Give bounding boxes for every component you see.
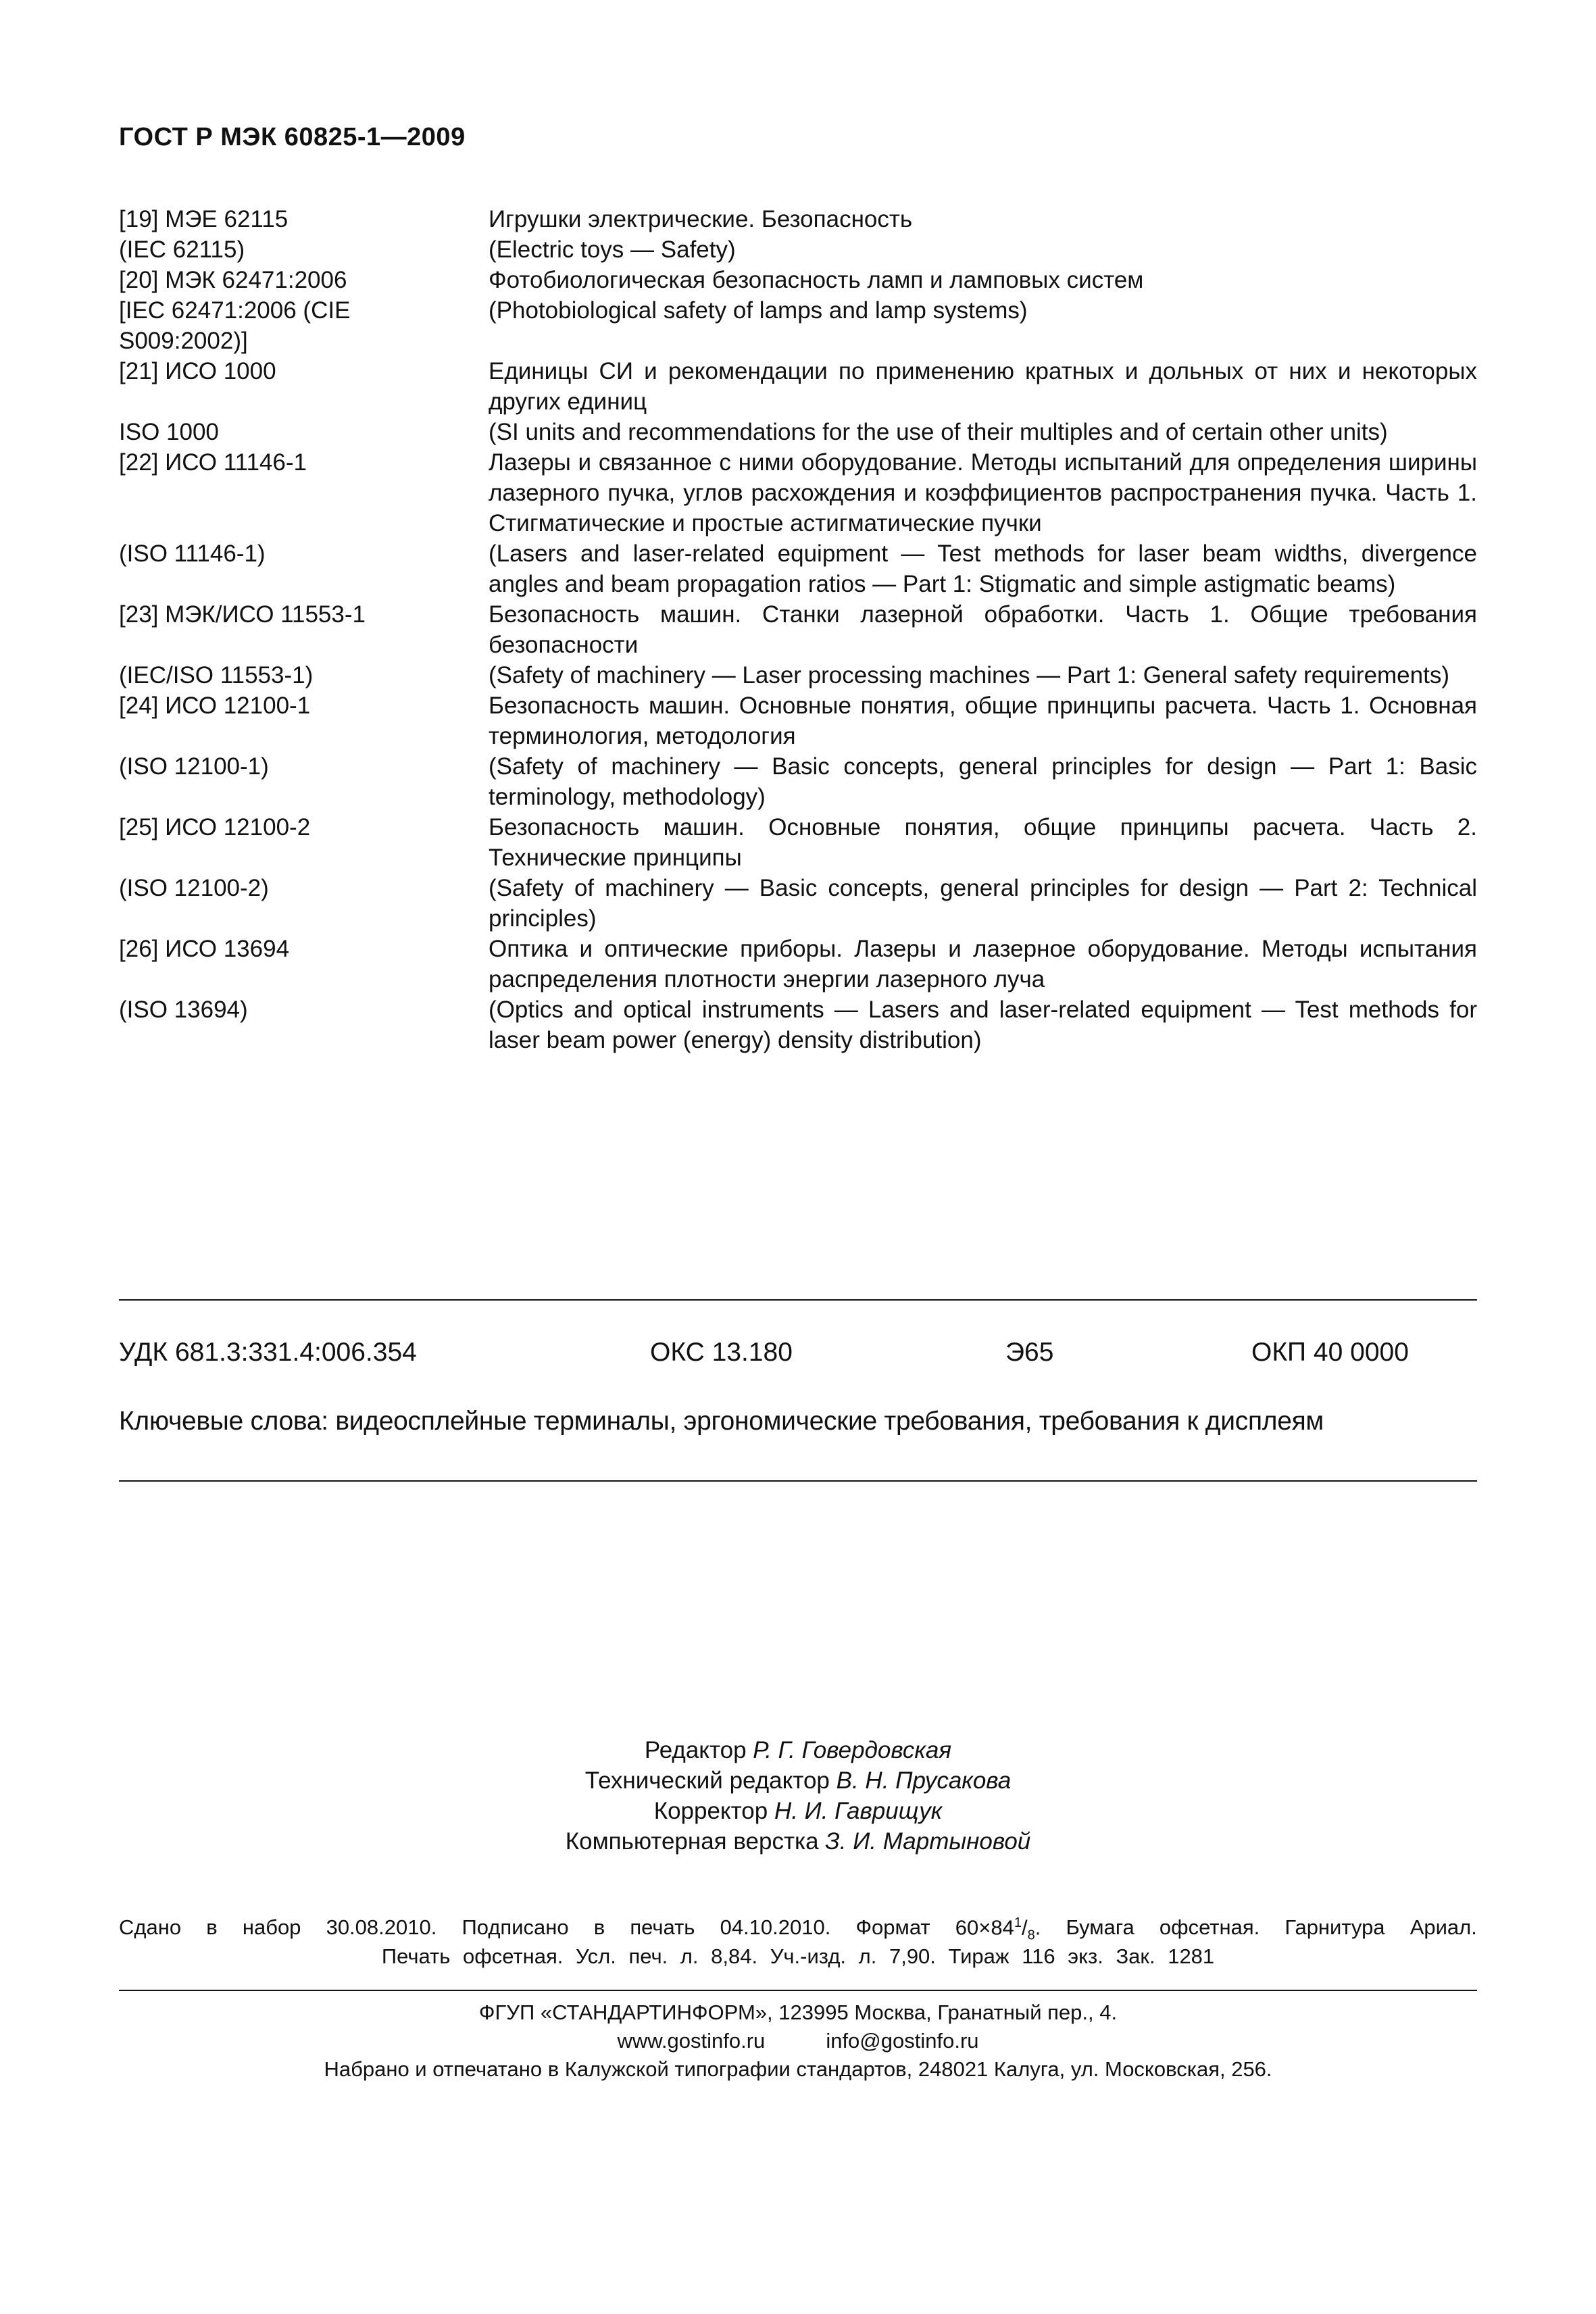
bibliography-ref: (ISO 11146-1) <box>119 540 266 567</box>
okp-code: ОКП 40 0000 <box>1251 1338 1409 1367</box>
print-info-word: Формат <box>855 1915 930 1939</box>
format-sub: 8 <box>1027 1928 1035 1943</box>
format-suffix: . <box>1034 1915 1041 1940</box>
e-code: Э65 <box>1005 1338 1054 1367</box>
bibliography-title: (Safety of machinery — Basic concepts, general principles for design — Part 1: Basic terminology, methodology) <box>489 753 1477 810</box>
bibliography-entry <box>119 417 1477 447</box>
bibliography-entry <box>119 934 1477 995</box>
print-info-word: в <box>593 1915 605 1939</box>
top-divider <box>119 1299 1477 1301</box>
publisher-email[interactable]: info@gostinfo.ru <box>826 2029 979 2053</box>
publisher-divider <box>119 1990 1477 1991</box>
bibliography-ref: (IEC 62115) <box>119 236 245 263</box>
keywords-divider <box>119 1480 1477 1482</box>
bibliography-ref: [24] ИСО 12100-1 <box>119 693 311 719</box>
tech-editor-label: Технический редактор <box>584 1767 830 1794</box>
proofreader-label: Корректор <box>653 1798 768 1824</box>
proofreader-line <box>0 1796 1596 1826</box>
layout-label: Компьютерная верстка <box>565 1828 819 1855</box>
print-info-word: набор <box>242 1915 301 1939</box>
proofreader-name: Н. И. Гаврищук <box>774 1798 943 1824</box>
layout-name: З. И. Мартыновой <box>825 1828 1031 1855</box>
format-value: $60\times 84^1/_8$. <box>955 1915 1041 1943</box>
bibliography-entry <box>119 599 1477 660</box>
editor-label: Редактор <box>644 1737 747 1763</box>
bibliography-entry <box>119 447 1477 538</box>
bibliography-title: (Lasers and laser-related equipment — Test methods for laser beam widths, divergence angles and beam propagation ratios — Part 1: Stigmatic and simple astigmatic beams) <box>489 540 1477 597</box>
bibliography-title: (Electric toys — Safety) <box>489 236 736 263</box>
bibliography-entry <box>119 873 1477 934</box>
publisher-website[interactable]: www.gostinfo.ru <box>617 2029 766 2053</box>
bibliography-ref: [19] МЭЕ 62115 <box>119 206 289 232</box>
bibliography-title: Фотобиологическая безопасность ламп и ламповых систем <box>489 267 1144 293</box>
bibliography-title: (Photobiological safety of lamps and lamp systems) <box>489 297 1028 324</box>
print-info-line1 <box>119 1915 1477 1944</box>
publisher-block <box>0 1998 1596 2084</box>
keywords: Ключевые слова: видеосплейные терминалы, эргономические требования, требования к дисплеям <box>119 1407 1324 1436</box>
bibliography-ref: (IEC/ISO 11553-1) <box>119 662 314 688</box>
bibliography-entry <box>119 204 1477 234</box>
bibliography-ref: [IEC 62471:2006 (CIE S009:2002)] <box>119 297 351 354</box>
print-info-word: Гарнитура <box>1285 1915 1385 1939</box>
print-info-word: Бумага <box>1066 1915 1134 1939</box>
format-sup: 1 <box>1014 1915 1022 1930</box>
bibliography-ref: [26] ИСО 13694 <box>119 936 290 962</box>
udk-code: УДК 681.3:331.4:006.354 <box>119 1338 417 1367</box>
bibliography-entry <box>119 234 1477 265</box>
bibliography-entry <box>119 265 1477 295</box>
bibliography-entry <box>119 538 1477 599</box>
bibliography-ref: [21] ИСО 1000 <box>119 358 276 384</box>
print-info-word: в <box>206 1915 218 1939</box>
layout-line <box>0 1826 1596 1857</box>
bibliography-ref: [23] МЭК/ИСО 11553-1 <box>119 601 366 628</box>
document-header: ГОСТ Р МЭК 60825-1—2009 <box>119 123 466 151</box>
bibliography-title: Оптика и оптические приборы. Лазеры и лазерное оборудование. Методы испытания распределения плотности энергии лазерного луча <box>489 936 1477 992</box>
print-info-word: 30.08.2010. <box>326 1915 437 1939</box>
bibliography-entry <box>119 812 1477 873</box>
bibliography-entry <box>119 995 1477 1055</box>
bibliography-ref: [20] МЭК 62471:2006 <box>119 267 347 293</box>
bibliography-ref: ISO 1000 <box>119 419 219 445</box>
bibliography-title: (Safety of machinery — Laser processing machines — Part 1: General safety requirements) <box>489 662 1449 688</box>
bibliography-title: Лазеры и связанное с ними оборудование. Методы испытаний для определения ширины лазерного пучка, углов расхождения и коэффициентов распространения пучка. Часть 1. Стигматические и простые астигматические пучки <box>489 449 1477 536</box>
print-info-word: 60×84 <box>955 1915 1014 1940</box>
bibliography-entry <box>119 660 1477 690</box>
bibliography-entry <box>119 295 1477 356</box>
print-info-line2: Печать офсетная. Усл. печ. л. 8,84. Уч.-изд. л. 7,90. Тираж 116 экз. Зак. 1281 <box>381 1944 1215 1968</box>
editor-line <box>0 1735 1596 1765</box>
print-info-word: Сдано <box>119 1915 182 1939</box>
credits-block <box>0 1735 1596 1857</box>
print-info-word: Подписано <box>462 1915 569 1939</box>
bibliography-entry <box>119 751 1477 812</box>
bibliography-ref: (ISO 13694) <box>119 997 248 1023</box>
print-info-word: 04.10.2010. <box>720 1915 831 1939</box>
bibliography-list <box>119 204 1477 1055</box>
tech-editor-line <box>0 1765 1596 1796</box>
publisher-contacts <box>0 2027 1596 2055</box>
bibliography-title: Безопасность машин. Станки лазерной обработки. Часть 1. Общие требования безопасности <box>489 601 1477 658</box>
bibliography-title: Единицы СИ и рекомендации по применению кратных и дольных от них и некоторых других единиц <box>489 358 1477 415</box>
editor-name: Р. Г. Говердовская <box>753 1737 952 1763</box>
bibliography-ref: [25] ИСО 12100-2 <box>119 814 311 840</box>
printer-info: Набрано и отпечатано в Калужской типографии стандартов, 248021 Калуга, ул. Московская, 256. <box>324 2057 1272 2081</box>
print-info-word: офсетная. <box>1159 1915 1260 1939</box>
bibliography-title: (Safety of machinery — Basic concepts, general principles for design — Part 2: Technical principles) <box>489 875 1477 932</box>
print-info-word: печать <box>630 1915 695 1939</box>
tech-editor-name: В. Н. Прусакова <box>836 1767 1012 1794</box>
bibliography-entry <box>119 690 1477 751</box>
bibliography-title: Безопасность машин. Основные понятия, общие принципы расчета. Часть 1. Основная терминология, методология <box>489 693 1477 749</box>
bibliography-title: (SI units and recommendations for the use of their multiples and of certain other units) <box>489 419 1388 445</box>
bibliography-title: Безопасность машин. Основные понятия, общие принципы расчета. Часть 2. Технические принципы <box>489 814 1477 871</box>
publisher-address: ФГУП «СТАНДАРТИНФОРМ», 123995 Москва, Гранатный пер., 4. <box>478 2001 1118 2024</box>
oks-code: ОКС 13.180 <box>650 1338 793 1367</box>
bibliography-title: Игрушки электрические. Безопасность <box>489 206 913 232</box>
print-info-word: Ариал. <box>1410 1915 1477 1939</box>
bibliography-ref: (ISO 12100-1) <box>119 753 269 780</box>
bibliography-title: (Optics and optical instruments — Lasers and laser-related equipment — Test methods for laser beam power (energy) density distribution) <box>489 997 1477 1053</box>
bibliography-ref: [22] ИСО 11146-1 <box>119 449 307 476</box>
bibliography-entry <box>119 356 1477 417</box>
bibliography-ref: (ISO 12100-2) <box>119 875 269 901</box>
